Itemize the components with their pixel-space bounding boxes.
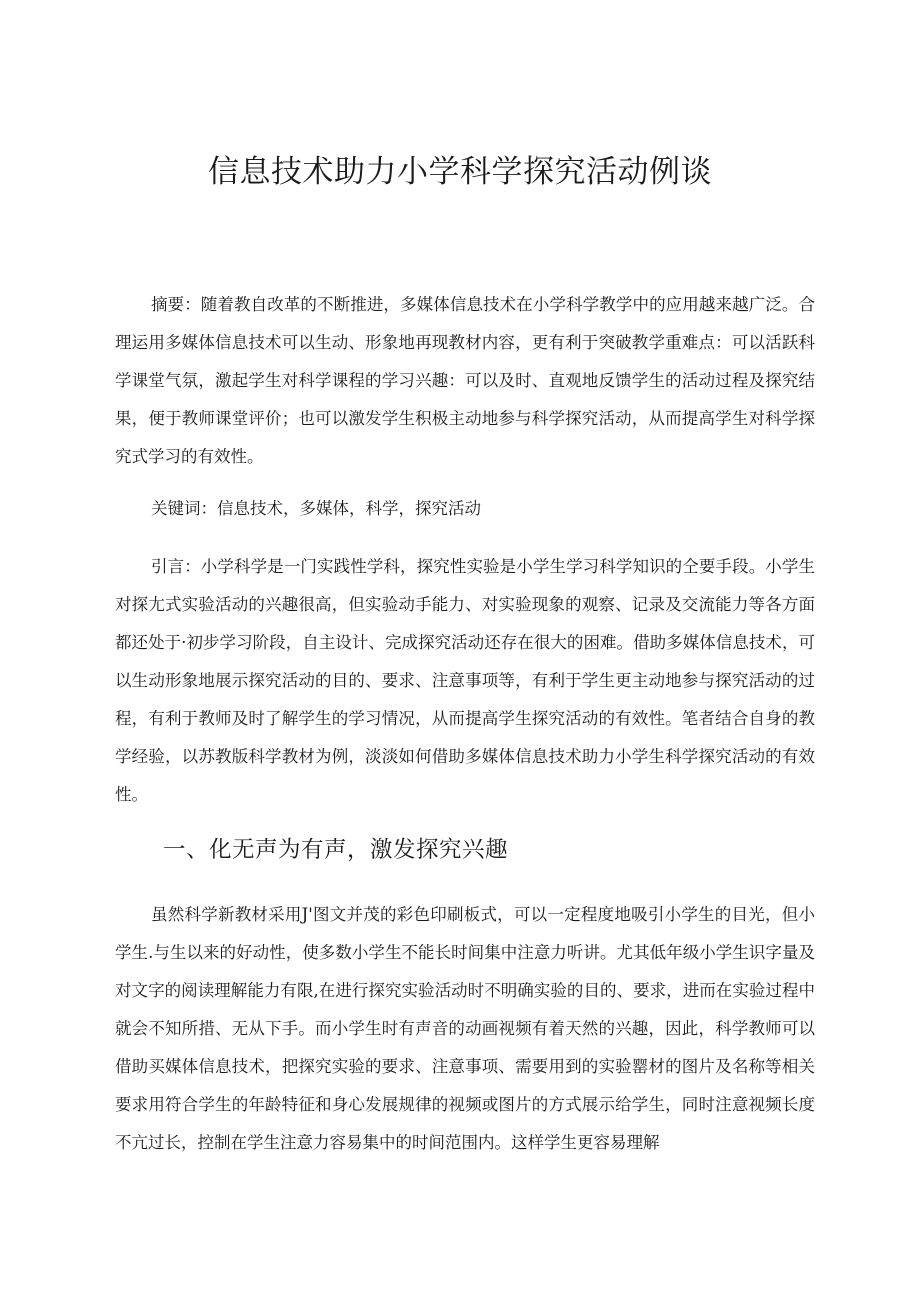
section-1-paragraph: 虽然科学新教材采用J'图文并茂的彩色印刷板式，可以一定程度地吸引小学生的目光，但小学生.与生以来的好动性，使多数小学生不能长时间集中注意力听讲。尤其低年级小学生识字量及对文字的阅读理解能力有限,在进行探究实验活动时不明确实验的目的、要求，进而在实验过程中就会不知所措、无从下手。而小学生时有声音的动画视频有着天然的兴趣，因此，科学教师可以借助买媒体信息技术，把探究实验的要求、注意事项、需要用到的实验罂材的图片及名称等相关要求用符合学生的年龄特征和身心发展规律的视频或图片的方式展示给学生，同时注意视频长度不亢过长，控制在学生注意力容易集中的时间范围内。这样学生更容易理解 [115,905,815,1152]
document-title: 信息技术助力小学科学探究活动例谈 [208,154,712,190]
introduction-paragraph: 引言：小学科学是一门实践性学科，探究性实验是小学生学习科学知识的仝要手段。小学生对探尢式实验活动的兴趣很高，但实验动手能力、对实验现象的观察、记录及交流能力等各方面都还处于·初步学习阶段，自主设计、完成探究活动还存在很大的困难。借助多媒体信息技术，可以生动形象地展示探究活动的目的、要求、注意事项等，有利于学生更主动地参与探究活动的过程，有利于教师及时了解学生的学习情况，从而提高学生探究活动的有效性。笔者结合自身的教学经验，以苏教版科学教材为例，淡淡如何借助多媒体信息技术助力小学生科学探究活动的有效性。 [115,557,815,804]
abstract-paragraph: 摘要：随着教自改革的不断推进，多媒体信息技术在小学科学教学中的应用越来越广泛。合理运用多媒体信息技术可以生动、形象地再现教材内容，更有利于突破教学重难点：可以活跃科学课堂气氛，激起学生对科学课程的学习兴趣：可以及时、直观地反馈学生的活动过程及探究结果，便于教师课堂评价；也可以激发学生积极主动地参与科学探究活动，从而提高学生对科学探究式学习的有效性。 [115,295,815,466]
keywords-paragraph: 关键词：信息技术，多媒体，科学，探究活动 [151,499,481,518]
section-heading-1: 一、化无声为有声，激发探究兴趣 [163,837,509,863]
